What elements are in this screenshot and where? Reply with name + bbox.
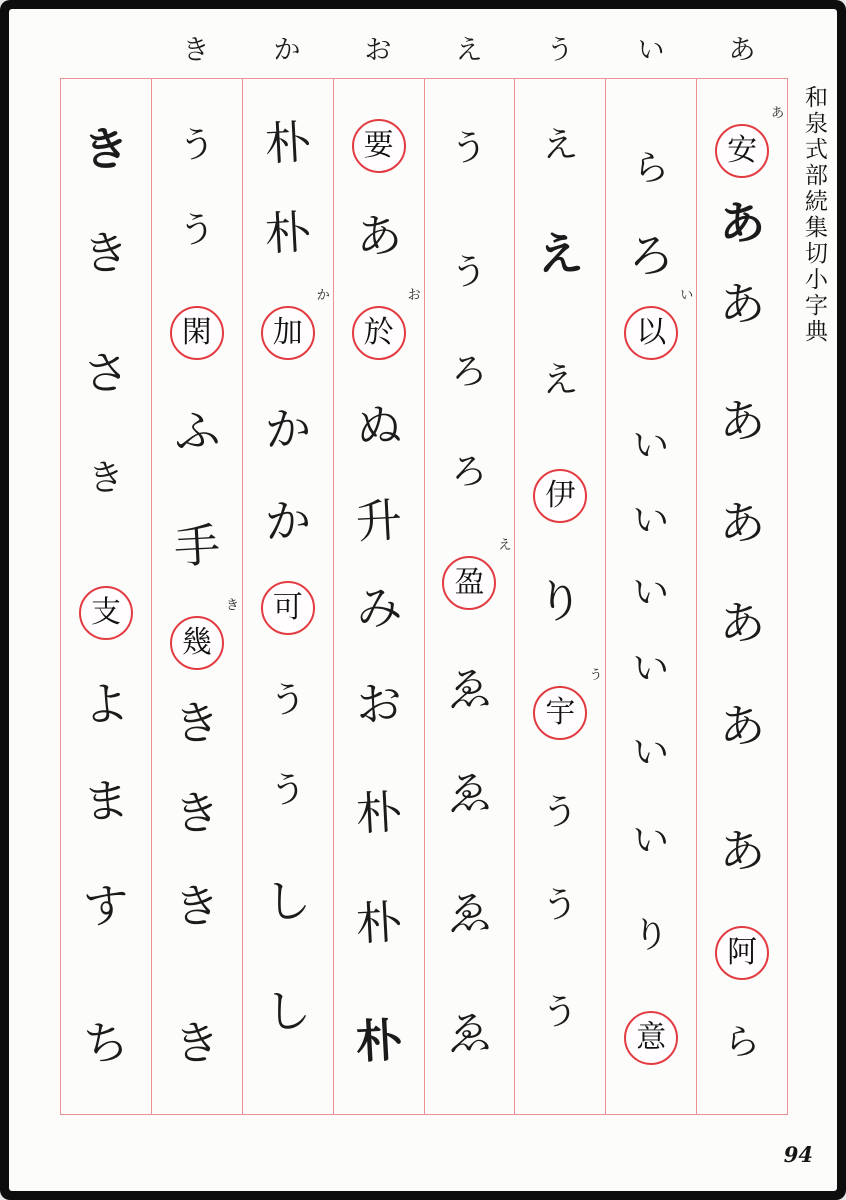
kuzushiji-glyph: う — [450, 127, 489, 170]
kuzushiji-glyph: き — [81, 224, 131, 282]
red-circle — [442, 556, 496, 610]
column-6 — [242, 79, 333, 1114]
red-circle — [624, 1011, 678, 1065]
kuzushiji-glyph: ま — [81, 772, 131, 830]
furigana: き — [225, 598, 239, 613]
circle-kanji: 意 — [636, 1020, 667, 1055]
kuzushiji-glyph: 朴 — [354, 894, 403, 952]
kuzushiji-glyph: ぬ — [354, 397, 403, 455]
kuzushiji-glyph: い — [632, 571, 671, 614]
kanji-circle-以 — [624, 288, 694, 360]
column-3 — [514, 79, 605, 1114]
red-circle — [170, 306, 224, 360]
kuzushiji-glyph: き — [172, 877, 222, 935]
kanji-circle-幾 — [170, 598, 239, 670]
kuzushiji-glyph: ち — [81, 1014, 131, 1072]
circle-kanji: 以 — [636, 315, 667, 350]
kuzushiji-glyph: い — [632, 819, 671, 862]
kanji-circle-意 — [624, 1011, 678, 1065]
circle-kanji: 支 — [90, 595, 121, 630]
column-5 — [333, 79, 424, 1114]
kuzushiji-glyph: り — [535, 572, 585, 630]
kuzushiji-glyph: い — [632, 731, 671, 774]
circle-kanji: 伊 — [545, 478, 576, 513]
kuzushiji-glyph: ろ — [626, 227, 676, 285]
kuzushiji-glyph: い — [632, 647, 671, 690]
red-circle — [533, 686, 587, 740]
kanji-circle-閑 — [170, 306, 224, 360]
red-circle — [79, 586, 133, 640]
kuzushiji-glyph: 朴 — [354, 784, 403, 842]
kuzushiji-glyph: ゑ — [445, 660, 494, 718]
header-label-あ: あ — [728, 34, 757, 66]
paper — [9, 9, 837, 1191]
kanji-circle-宇 — [533, 668, 603, 740]
kuzushiji-glyph: あ — [717, 594, 767, 652]
kuzushiji-glyph: し — [263, 982, 313, 1040]
red-circle — [533, 469, 587, 523]
circle-kanji: 於 — [363, 315, 394, 350]
kuzushiji-glyph: す — [81, 877, 131, 935]
kuzushiji-glyph: あ — [717, 275, 767, 333]
furigana: う — [589, 668, 603, 683]
kuzushiji-glyph: き — [86, 457, 125, 500]
kanji-circle-支 — [79, 586, 133, 640]
kuzushiji-glyph: う — [268, 769, 307, 812]
kuzushiji-glyph: あ — [717, 697, 767, 755]
kuzushiji-glyph: ろ — [450, 451, 489, 494]
kuzushiji-glyph: き — [81, 120, 131, 178]
header-label-お: お — [364, 34, 393, 66]
kuzushiji-glyph: 朴 — [354, 1012, 403, 1070]
kanji-circle-阿 — [715, 926, 769, 980]
kuzushiji-glyph: う — [268, 679, 307, 722]
furigana: あ — [771, 106, 785, 121]
kanji-circle-於 — [352, 288, 421, 360]
book-title: 和泉式部続集切小字典 — [801, 85, 827, 345]
kuzushiji-glyph: ふ — [172, 402, 222, 460]
column-1 — [696, 79, 787, 1114]
kuzushiji-glyph: あ — [717, 392, 767, 450]
kuzushiji-glyph: 升 — [354, 492, 403, 550]
circle-kanji: 宇 — [545, 695, 576, 730]
circle-kanji: 安 — [727, 133, 758, 168]
kuzushiji-glyph: 朴 — [263, 114, 313, 172]
kuzushiji-glyph: ろ — [450, 351, 489, 394]
kuzushiji-glyph: か — [263, 492, 313, 550]
furigana: い — [680, 288, 694, 303]
header-row — [60, 23, 788, 71]
kuzushiji-glyph: お — [354, 675, 403, 733]
kuzushiji-glyph: よ — [81, 675, 131, 733]
kuzushiji-glyph: ゑ — [445, 1004, 494, 1062]
kuzushiji-glyph: う — [541, 791, 580, 834]
column-7 — [151, 79, 242, 1114]
header-label-き: き — [182, 34, 211, 66]
kuzushiji-glyph: 手 — [172, 517, 222, 575]
kanji-circle-盈 — [442, 538, 512, 610]
kuzushiji-glyph: う — [541, 991, 580, 1034]
kuzushiji-glyph: ゑ — [445, 884, 494, 942]
header-label-い: い — [637, 34, 666, 66]
kuzushiji-glyph: し — [263, 872, 313, 930]
kanji-circle-安 — [715, 106, 785, 178]
kuzushiji-glyph: ら — [632, 147, 671, 190]
header-label-う: う — [546, 34, 575, 66]
furigana: か — [316, 288, 330, 303]
red-circle — [352, 119, 406, 173]
column-8 — [61, 79, 151, 1114]
header-label-empty — [60, 23, 151, 71]
page-number: 94 — [783, 1142, 813, 1167]
kuzushiji-glyph: え — [535, 225, 585, 283]
kuzushiji-glyph: う — [177, 209, 216, 252]
circle-kanji: 閑 — [181, 315, 212, 350]
kuzushiji-glyph: ら — [722, 1021, 762, 1064]
kuzushiji-glyph: あ — [717, 194, 767, 252]
furigana: お — [407, 288, 421, 303]
red-circle — [170, 616, 224, 670]
kuzushiji-glyph: え — [541, 359, 580, 402]
kuzushiji-glyph: り — [632, 914, 671, 957]
kuzushiji-glyph: あ — [354, 207, 403, 265]
kuzushiji-glyph: う — [450, 251, 489, 294]
kuzushiji-glyph: う — [541, 884, 580, 927]
red-circle — [261, 306, 315, 360]
header-label-え: え — [455, 34, 484, 66]
kuzushiji-glyph: い — [632, 499, 671, 542]
column-2 — [605, 79, 696, 1114]
kuzushiji-glyph: い — [632, 424, 671, 467]
kuzushiji-glyph: き — [172, 784, 222, 842]
red-circle — [624, 306, 678, 360]
kanji-circle-可 — [261, 581, 315, 635]
furigana: え — [498, 538, 512, 553]
kanji-circle-要 — [352, 119, 406, 173]
grid — [60, 78, 788, 1115]
red-circle — [715, 926, 769, 980]
kuzushiji-glyph: あ — [717, 494, 767, 552]
kuzushiji-glyph: え — [541, 124, 580, 167]
kuzushiji-glyph: あ — [717, 822, 767, 880]
circle-kanji: 可 — [272, 590, 303, 625]
kuzushiji-glyph: ゑ — [445, 764, 494, 822]
kuzushiji-glyph: き — [172, 1014, 222, 1072]
red-circle — [352, 306, 406, 360]
circle-kanji: 阿 — [727, 935, 758, 970]
header-label-か: か — [273, 34, 302, 66]
column-4 — [424, 79, 515, 1114]
kuzushiji-glyph: さ — [81, 344, 131, 402]
kuzushiji-glyph: み — [354, 579, 403, 637]
circle-kanji: 要 — [363, 128, 394, 163]
kuzushiji-glyph: か — [263, 400, 313, 458]
circle-kanji: 幾 — [181, 625, 212, 660]
kanji-circle-伊 — [533, 469, 587, 523]
kuzushiji-glyph: 朴 — [263, 204, 313, 262]
circle-kanji: 加 — [272, 315, 303, 350]
red-circle — [715, 124, 769, 178]
red-circle — [261, 581, 315, 635]
kuzushiji-glyph: き — [172, 694, 222, 752]
circle-kanji: 盈 — [454, 565, 485, 600]
kanji-circle-加 — [261, 288, 330, 360]
kuzushiji-glyph: う — [177, 124, 216, 167]
